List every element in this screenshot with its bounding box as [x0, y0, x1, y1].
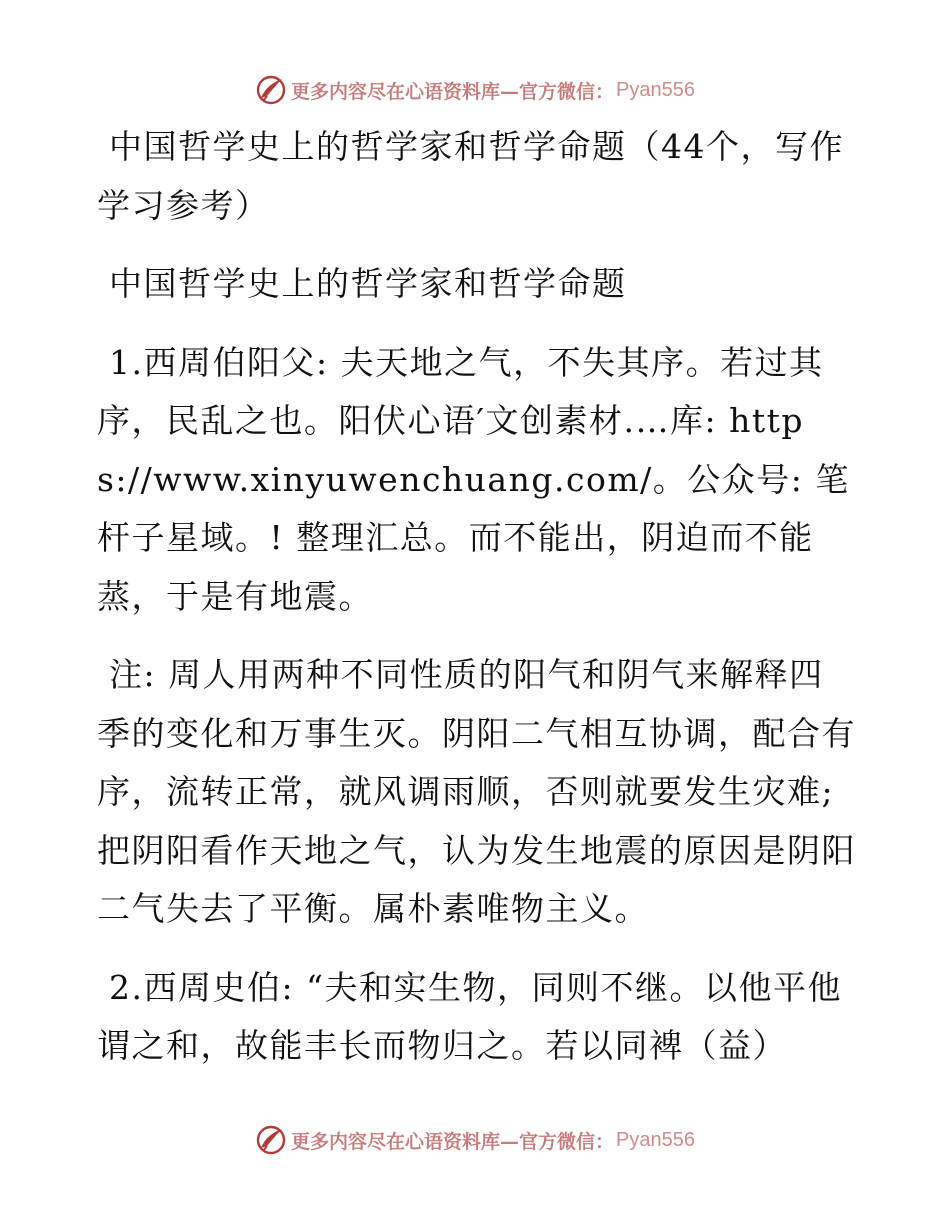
pen-logo-icon — [255, 1124, 287, 1156]
pen-logo-icon — [255, 74, 287, 106]
paragraph-2: 2.西周史伯: “夫和实生物，同则不继。以他平他谓之和，故能丰长而物归之。若以同裨（益） — [97, 967, 842, 1065]
paragraph-1: 1.西周伯阳父: 夫天地之气，不失其序。若过其序，民乱之也。阳伏心语′文创素材.…库: https://www.xinyuwenchuang.com/。公众号: 笔杆子星域。! 整理汇总。而不能出，阴迫而不能蒸，于是有地震。 — [97, 342, 850, 616]
footer-watermark — [0, 1120, 950, 1160]
watermark-handle: Pyan556 — [616, 1128, 695, 1151]
watermark-handle: Pyan556 — [616, 78, 695, 101]
document-title: 中国哲学史上的哲学家和哲学命题（44个，写作学习参考） — [97, 127, 844, 225]
document-body — [97, 118, 857, 1076]
paragraph-note: 注: 周人用两种不同性质的阳气和阴气来解释四季的变化和万事生灭。阴阳二气相互协调，配合有序，流转正常，就风调雨顺，否则就要发生灾难; 把阴阳看作天地之气，认为发生地震的原因是阴阳二气失去了平衡。属朴素唯物主义。 — [97, 655, 856, 928]
header-watermark — [0, 70, 950, 110]
document-subtitle: 中国哲学史上的哲学家和哲学命题 — [109, 264, 627, 303]
watermark-text: 更多内容尽在心语资料库—官方微信： — [291, 80, 615, 103]
watermark-text: 更多内容尽在心语资料库—官方微信： — [291, 1130, 615, 1153]
